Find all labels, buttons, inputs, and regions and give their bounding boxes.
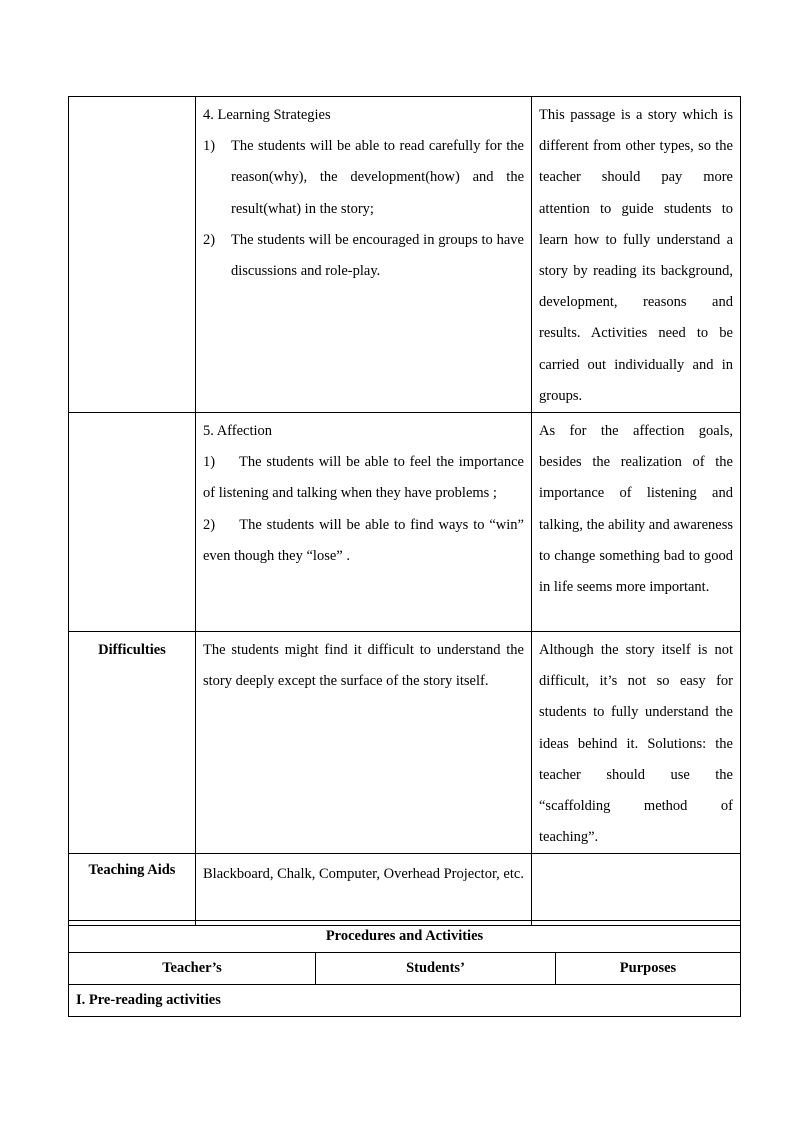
purpose-text — [532, 854, 740, 857]
table-row — [69, 413, 741, 632]
learning-strategies-cell — [196, 97, 532, 413]
purpose-text: As for the affection goals, besides the realization of the importance of listening and talking, the ability and awareness to change something bad to good in life seems more important. — [539, 423, 733, 596]
difficulties-purpose-cell — [532, 632, 741, 854]
column-header-cell — [316, 953, 556, 985]
table-row — [69, 985, 741, 1017]
difficulties-label: Difficulties — [98, 642, 166, 659]
empty-label-cell — [69, 413, 196, 632]
table-row — [69, 854, 741, 926]
list-item — [203, 510, 524, 572]
difficulties-text: The students might find it difficult to understand the story deeply except the surface of the story itself. — [203, 642, 524, 690]
purpose-text: Although the story itself is not difficult, it’s not so easy for students to fully understand the ideas behind it. Solutions: the teacher should use the “scaffolding method of teaching”. — [539, 642, 733, 846]
empty-label-cell — [69, 97, 196, 413]
table-row — [69, 953, 741, 985]
procedures-title: Procedures and Activities — [325, 928, 484, 944]
table-row — [69, 632, 741, 854]
list-number: 2) — [203, 231, 216, 248]
column-header-teachers: Teacher’s — [162, 960, 222, 976]
column-header-cell — [69, 953, 316, 985]
teaching-aids-label-cell — [69, 854, 196, 926]
column-header-students: Students’ — [406, 960, 465, 976]
list-text: The students will be able to find ways to “win” even though they “lose” . — [203, 516, 524, 564]
list-number: 1) — [203, 138, 216, 155]
list-item — [203, 447, 524, 509]
affection-purpose-cell — [532, 413, 741, 632]
section-heading: I. Pre-reading activities — [76, 992, 221, 1008]
table-row — [69, 921, 741, 953]
table-row — [69, 97, 741, 413]
learning-strategies-heading: 4. Learning Strategies — [203, 107, 331, 123]
lesson-plan-table — [68, 96, 741, 926]
column-header-cell — [556, 953, 741, 985]
difficulties-cell — [196, 632, 532, 854]
procedures-title-cell — [69, 921, 741, 953]
section-heading-cell — [69, 985, 741, 1017]
difficulties-label-cell — [69, 632, 196, 854]
list-number: 1) — [203, 454, 216, 471]
list-item — [203, 225, 524, 287]
learning-strategies-purpose-cell — [532, 97, 741, 413]
teaching-aids-label: Teaching Aids — [88, 862, 176, 879]
affection-heading: 5. Affection — [203, 423, 272, 440]
purpose-text: This passage is a story which is different from other types, so the teacher should pay more attention to guide students to learn how to fully understand a story by reading its background, development, reasons and results. Activities need to be carried out individually and in groups. — [539, 107, 733, 404]
list-number: 2) — [203, 516, 216, 533]
teaching-aids-text: Blackboard, Chalk, Computer, Overhead Projector, etc. — [203, 866, 524, 883]
list-text: The students will be encouraged in groups to have discussions and role-play. — [231, 231, 524, 280]
teaching-aids-purpose-cell — [532, 854, 741, 926]
procedures-table — [68, 920, 741, 1017]
list-text: The students will be able to feel the importance of listening and talking when they have problems ; — [203, 454, 524, 502]
list-text: The students will be able to read carefully for the reason(why), the development(how) and the result(what) in the story; — [231, 138, 524, 217]
affection-cell — [196, 413, 532, 632]
column-header-purposes: Purposes — [619, 960, 677, 976]
list-item — [203, 131, 524, 225]
teaching-aids-cell — [196, 854, 532, 926]
